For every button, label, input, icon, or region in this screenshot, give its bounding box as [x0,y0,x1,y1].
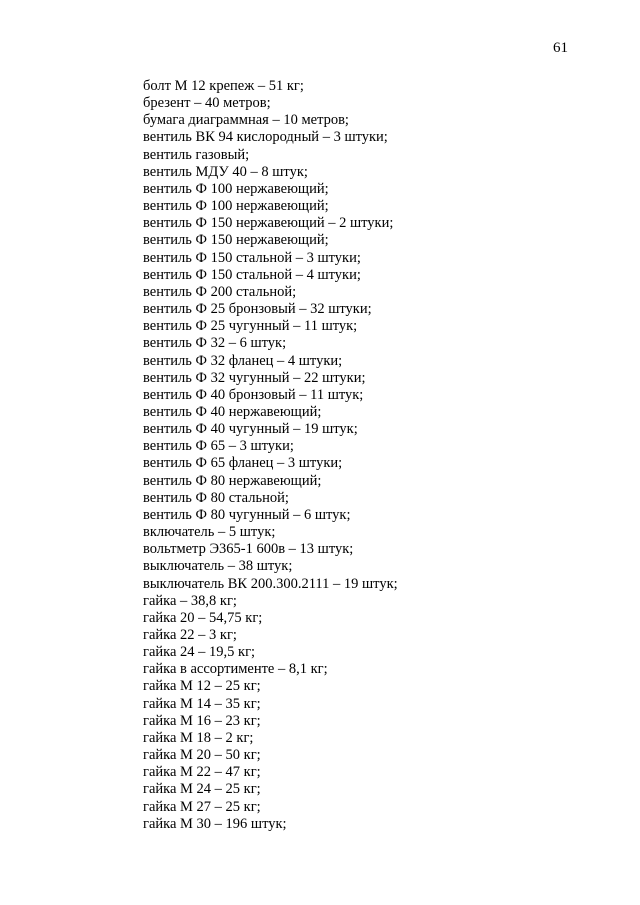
list-item: вентиль Ф 40 бронзовый – 11 штук; [143,386,364,403]
list-item: вольтметр Э365-1 600в – 13 штук; [143,541,354,558]
list-item: вентиль Ф 80 чугунный – 6 штук; [143,506,351,523]
list-item: гайка в ассортименте – 8,1 кг; [143,661,328,678]
list-item: гайка М 24 – 25 кг; [143,781,261,798]
list-item: гайка М 12 – 25 кг; [143,678,261,695]
list-item: вентиль Ф 32 – 6 штук; [143,335,287,352]
list-item: вентиль Ф 150 нержавеющий – 2 штуки; [143,215,394,232]
list-item: вентиль ВК 94 кислородный – 3 штуки; [143,129,388,146]
list-item: гайка 24 – 19,5 кг; [143,644,256,661]
page-number: 61 [553,40,568,56]
list-item: вентиль Ф 32 фланец – 4 штуки; [143,352,343,369]
list-item: вентиль Ф 25 чугунный – 11 штук; [143,318,358,335]
list-item: вентиль Ф 40 чугунный – 19 штук; [143,421,358,438]
list-item: вентиль Ф 150 стальной – 3 штуки; [143,249,361,266]
list-item: вентиль газовый; [143,146,250,163]
list-item: гайка М 16 – 23 кг; [143,712,261,729]
list-item: включатель – 5 штук; [143,524,276,541]
list-item: бумага диаграммная – 10 метров; [143,112,349,129]
list-item: вентиль Ф 80 стальной; [143,489,289,506]
list-item: вентиль МДУ 40 – 8 штук; [143,163,308,180]
list-item: гайка М 20 – 50 кг; [143,747,261,764]
list-item: выключатель ВК 200.300.2111 – 19 штук; [143,575,398,592]
list-item: гайка М 18 – 2 кг; [143,729,254,746]
list-item: вентиль Ф 150 нержавеющий; [143,232,329,249]
list-item: гайка 20 – 54,75 кг; [143,609,263,626]
list-item: вентиль Ф 80 нержавеющий; [143,472,322,489]
list-item: вентиль Ф 25 бронзовый – 32 штуки; [143,301,372,318]
list-item: гайка М 27 – 25 кг; [143,798,261,815]
list-item: вентиль Ф 65 фланец – 3 штуки; [143,455,343,472]
inventory-list [143,78,398,833]
list-item: болт М 12 крепеж – 51 кг; [143,78,304,94]
list-item: выключатель – 38 штук; [143,558,293,575]
list-item: вентиль Ф 200 стальной; [143,283,297,300]
list-item: брезент – 40 метров; [143,95,271,112]
list-item: вентиль Ф 100 нержавеющий; [143,198,329,215]
list-item: вентиль Ф 40 нержавеющий; [143,403,322,420]
list-item: гайка М 22 – 47 кг; [143,764,261,781]
list-item: вентиль Ф 65 – 3 штуки; [143,438,294,455]
list-item: вентиль Ф 32 чугунный – 22 штуки; [143,369,366,386]
list-item: гайка М 30 – 196 штук; [143,815,287,832]
list-item: гайка – 38,8 кг; [143,592,237,609]
list-item: гайка 22 – 3 кг; [143,627,237,643]
list-item: вентиль Ф 150 стальной – 4 штуки; [143,266,361,283]
list-item: гайка М 14 – 35 кг; [143,695,261,712]
list-item: вентиль Ф 100 нержавеющий; [143,180,329,197]
